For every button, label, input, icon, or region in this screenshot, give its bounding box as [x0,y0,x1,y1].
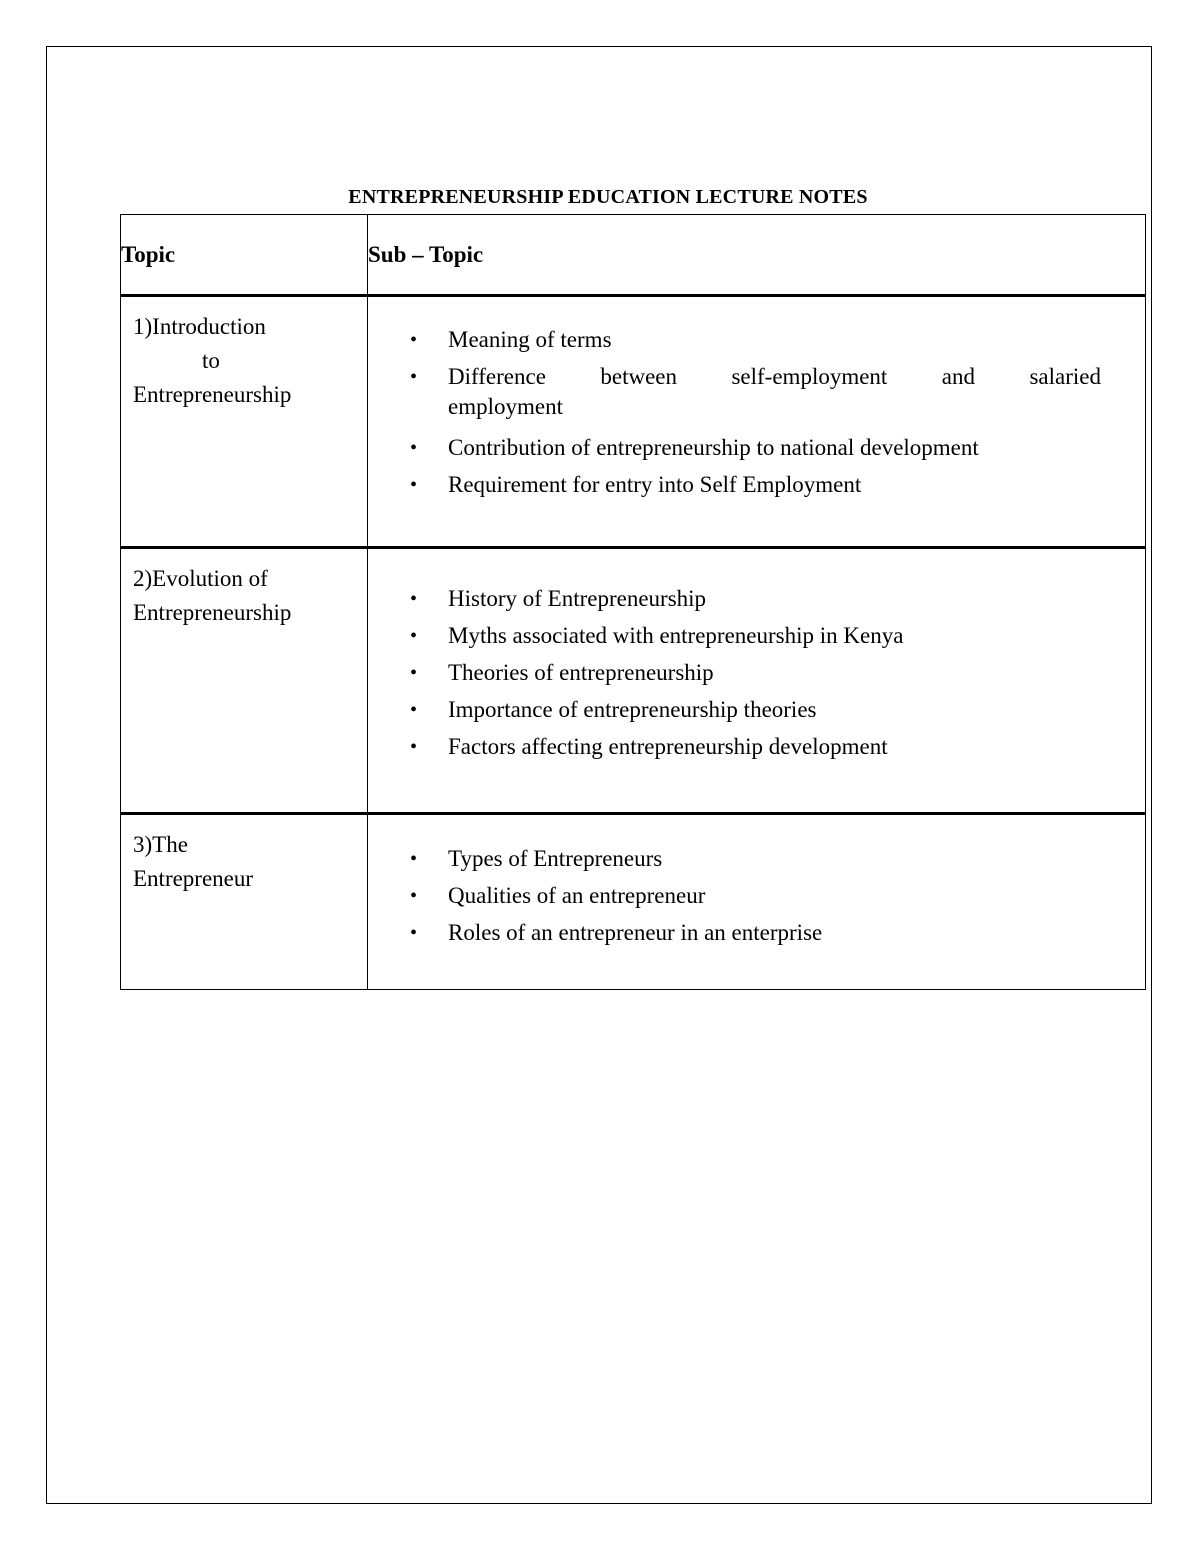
sub-topic-item: • Myths associated with entrepreneurship in Kenya [410,621,1101,651]
sub-topic-item: • History of Entrepreneurship [410,584,1101,614]
topic-line: Entrepreneurship [133,600,292,625]
topic-line: 2)Evolution of [133,566,268,591]
topic-cell [121,296,368,548]
sub-topic-item: • Meaning of terms [410,325,1101,355]
sub-topic-text: • Difference between self-employment and salaried [448,364,1101,389]
header-topic: Topic [121,215,368,296]
table-row [121,814,1146,990]
sub-topic-text: employment [448,394,563,419]
sub-topic-item: • Roles of an entrepreneur in an enterprise [410,918,1101,948]
sub-topic-item: • Importance of entrepreneurship theories [410,695,1101,725]
sub-topic-item [410,362,1101,422]
sub-topic-item: • Contribution of entrepreneurship to national development [410,433,1101,463]
topic-line: 3)The [133,832,188,857]
table-row [121,296,1146,548]
sub-topic-cell [368,296,1146,548]
document-title: ENTREPRENEURSHIP EDUCATION LECTURE NOTES [348,186,868,208]
topics-table [120,214,1146,990]
sub-topic-item: • Qualities of an entrepreneur [410,881,1101,911]
topic-line: 1)Introduction [133,314,266,339]
header-sub-topic: Sub – Topic [368,215,1146,296]
sub-topic-list [368,815,1145,948]
sub-topic-item: • Types of Entrepreneurs [410,844,1101,874]
topic-line: Entrepreneur [133,866,254,891]
sub-topic-cell [368,814,1146,990]
topic-line: to [202,348,220,373]
topic-cell [121,548,368,814]
sub-topic-item: • Requirement for entry into Self Employment [410,470,1101,500]
sub-topic-list [368,297,1145,500]
topic-cell [121,814,368,990]
sub-topic-item: • Theories of entrepreneurship [410,658,1101,688]
topic-line: Entrepreneurship [133,382,292,407]
sub-topic-cell [368,548,1146,814]
table-header-row [121,215,1146,296]
sub-topic-list [368,549,1145,762]
table-row [121,548,1146,814]
sub-topic-item: • Factors affecting entrepreneurship development [410,732,1101,762]
